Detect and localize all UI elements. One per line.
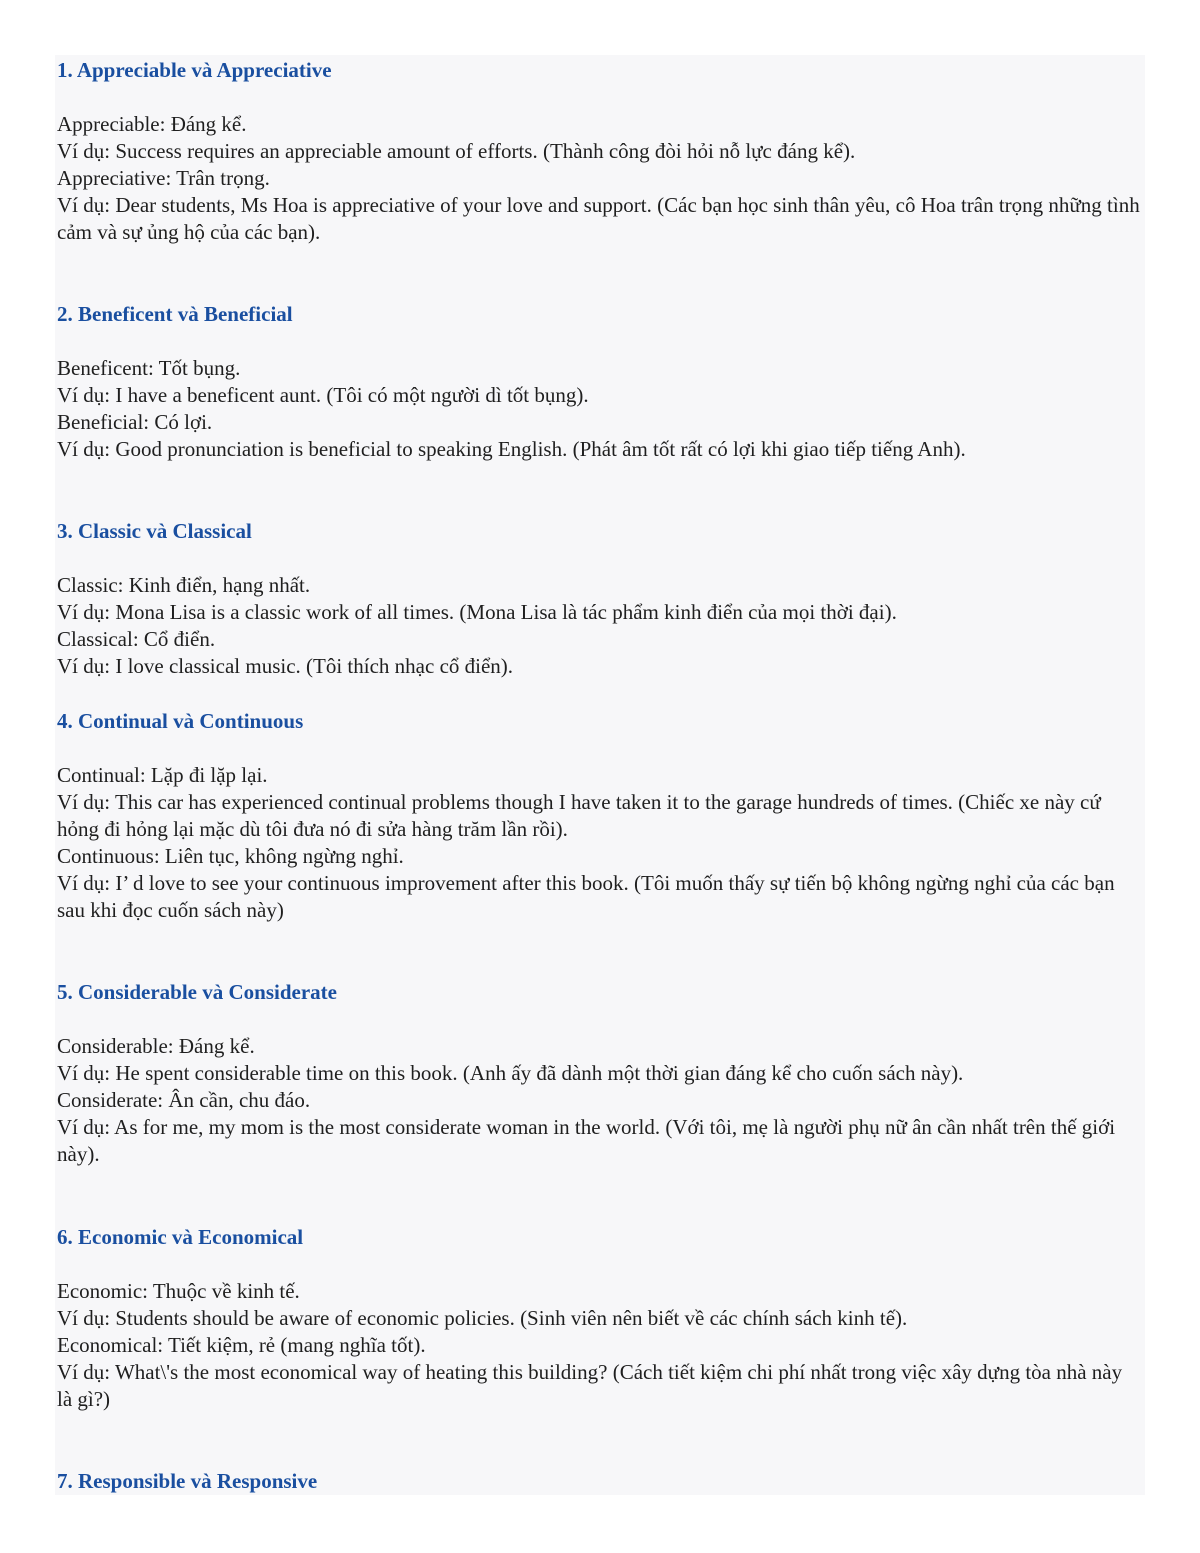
- section-heading: 4. Continual và Continuous: [57, 709, 304, 733]
- definition-line: Beneficial: Có lợi.: [57, 410, 213, 434]
- section-heading: 3. Classic và Classical: [57, 519, 252, 543]
- section-4: [57, 708, 1141, 924]
- definition-line: Beneficent: Tốt bụng.: [57, 356, 241, 380]
- section-heading: 1. Appreciable và Appreciative: [57, 58, 332, 82]
- example-line: Ví dụ: What\'s the most economical way of heating this building? (Cách tiết kiệm chi phí nhất trong việc xây dựng tòa nhà này là gì?): [57, 1360, 1123, 1411]
- example-line: Ví dụ: Good pronunciation is beneficial to speaking English. (Phát âm tốt rất có lợi khi giao tiếp tiếng Anh).: [57, 437, 966, 461]
- definition-line: Classic: Kinh điển, hạng nhất.: [57, 573, 311, 597]
- section-2: [57, 301, 1141, 463]
- definition-line: Classical: Cổ điển.: [57, 627, 216, 651]
- example-line: Ví dụ: This car has experienced continual problems though I have taken it to the garage hundreds of times. (Chiếc xe này cứ hỏng đi hỏng lại mặc dù tôi đưa nó đi sửa hàng trăm lần rồi).: [57, 790, 1101, 841]
- example-line: Ví dụ: Mona Lisa is a classic work of all times. (Mona Lisa là tác phẩm kinh điển của mọi thời đại).: [57, 600, 897, 624]
- definition-line: Continual: Lặp đi lặp lại.: [57, 763, 268, 787]
- section-6: [57, 1224, 1141, 1413]
- definition-line: Continuous: Liên tục, không ngừng nghỉ.: [57, 844, 404, 868]
- definition-line: Economic: Thuộc về kinh tế.: [57, 1279, 300, 1303]
- section-heading: 7. Responsible và Responsive: [57, 1469, 318, 1493]
- document-page: [55, 55, 1145, 1495]
- definition-line: Economical: Tiết kiệm, rẻ (mang nghĩa tốt).: [57, 1333, 426, 1357]
- section-7: [57, 1468, 1141, 1495]
- example-line: Ví dụ: He spent considerable time on this book. (Anh ấy đã dành một thời gian đáng kể cho cuốn sách này).: [57, 1061, 964, 1085]
- section-heading: 5. Considerable và Considerate: [57, 980, 337, 1004]
- example-line: Ví dụ: Dear students, Ms Hoa is appreciative of your love and support. (Các bạn học sinh thân yêu, cô Hoa trân trọng những tình cảm và sự ủng hộ của các bạn).: [57, 193, 1140, 244]
- example-line: Ví dụ: I’ d love to see your continuous improvement after this book. (Tôi muốn thấy sự tiến bộ không ngừng nghỉ của các bạn sau khi đọc cuốn sách này): [57, 871, 1115, 922]
- section-1: [57, 57, 1141, 246]
- definition-line: Appreciable: Đáng kể.: [57, 112, 247, 136]
- example-line: Ví dụ: Students should be aware of economic policies. (Sinh viên nên biết về các chính sách kinh tế).: [57, 1306, 908, 1330]
- definition-line: Considerable: Đáng kể.: [57, 1034, 255, 1058]
- example-line: Ví dụ: I have a beneficent aunt. (Tôi có một người dì tốt bụng).: [57, 383, 589, 407]
- definition-line: Appreciative: Trân trọng.: [57, 166, 270, 190]
- example-line: Ví dụ: Success requires an appreciable amount of efforts. (Thành công đòi hỏi nỗ lực đáng kể).: [57, 139, 856, 163]
- example-line: Ví dụ: As for me, my mom is the most considerate woman in the world. (Với tôi, mẹ là người phụ nữ ân cần nhất trên thế giới này).: [57, 1115, 1116, 1166]
- example-line: Ví dụ: I love classical music. (Tôi thích nhạc cổ điển).: [57, 654, 514, 678]
- section-heading: 2. Beneficent và Beneficial: [57, 302, 293, 326]
- section-3: [57, 518, 1141, 680]
- section-heading: 6. Economic và Economical: [57, 1225, 304, 1249]
- section-5: [57, 979, 1141, 1168]
- definition-line: Considerate: Ân cần, chu đáo.: [57, 1088, 311, 1112]
